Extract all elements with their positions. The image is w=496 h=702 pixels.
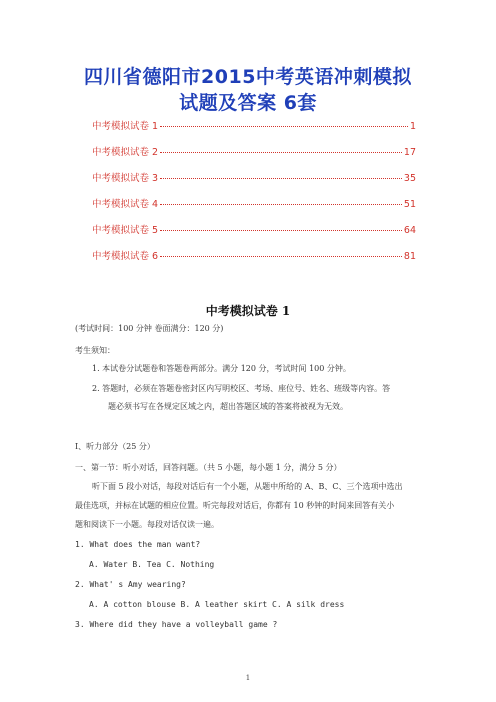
notice-item-1: 1. 本试卷分试题卷和答题卷两部分。满分 120 分，考试时间 100 分钟。 (92, 364, 351, 373)
toc-entry[interactable] (92, 170, 416, 196)
toc-leader (160, 126, 408, 127)
toc-entry-page: 81 (403, 251, 416, 262)
notice-item-2-cont: 题必须书写在各规定区域之内，超出答题区域的答案将被视为无效。 (108, 402, 348, 411)
question-stem: 2. What' s Amy wearing? (75, 580, 186, 589)
exam-info: (考试时间：100 分钟 卷面满分：120 分) (75, 324, 224, 333)
toc-entry-page: 17 (403, 147, 416, 158)
toc-leader (160, 230, 402, 231)
question-stem: 3. Where did they have a volleyball game ? (75, 620, 278, 629)
toc-entry-label: 中考模拟试卷 5 (92, 225, 159, 236)
toc-entry[interactable] (92, 196, 416, 222)
instruction-line-2: 最佳选项，并标在试题的相应位置。听完每段对话后，你都有 10 秒钟的时间来回答有关小 (75, 501, 395, 510)
instruction-line-3: 题和阅读下一小题。每段对话仅读一遍。 (75, 520, 219, 529)
toc-entry[interactable] (92, 248, 416, 274)
notice-title: 考生须知： (75, 346, 115, 355)
toc-leader (160, 178, 402, 179)
question-options: A. Water B. Tea C. Nothing (89, 560, 215, 569)
toc-entry[interactable] (92, 144, 416, 170)
toc-entry-label: 中考模拟试卷 2 (92, 147, 159, 158)
section-heading: 中考模拟试卷 1 (205, 304, 291, 318)
document-title-line1: 四川省德阳市2015中考英语冲刺模拟 (84, 66, 412, 88)
toc-entry-label: 中考模拟试卷 1 (92, 121, 159, 132)
question-options: A. A cotton blouse B. A leather skirt C. A silk dress (89, 600, 345, 609)
toc-entry-label: 中考模拟试卷 3 (92, 173, 159, 184)
instruction-line-1: 听下面 5 段小对话，每段对话后有一个小题，从题中所给的 A、B、C、三个选项中选出 (92, 482, 403, 491)
toc-leader (160, 152, 402, 153)
notice-item-2: 2. 答题时，必须在答题卷密封区内写明校区、考场、座位号、姓名、班级等内容。答 (92, 384, 391, 393)
page-number: 1 (245, 674, 251, 682)
question-stem: 1. What does the man want? (75, 540, 201, 549)
toc-entry[interactable] (92, 118, 416, 144)
toc-entry-page: 51 (403, 199, 416, 210)
sub-title: 一、第一节：听小对话，回答问题。（共 5 小题，每小题 1 分，满分 5 分） (75, 463, 342, 472)
toc-entry-page: 64 (403, 225, 416, 236)
toc-leader (160, 204, 402, 205)
toc-entry-label: 中考模拟试卷 6 (92, 251, 159, 262)
toc-leader (160, 256, 402, 257)
toc-entry[interactable] (92, 222, 416, 248)
toc-entry-page: 35 (403, 173, 416, 184)
document-title-line2: 试题及答案 6套 (179, 92, 317, 114)
table-of-contents (92, 118, 416, 274)
toc-entry-label: 中考模拟试卷 4 (92, 199, 159, 210)
toc-entry-page: 1 (409, 121, 416, 132)
part-title: I、听力部分（25 分） (75, 442, 155, 451)
